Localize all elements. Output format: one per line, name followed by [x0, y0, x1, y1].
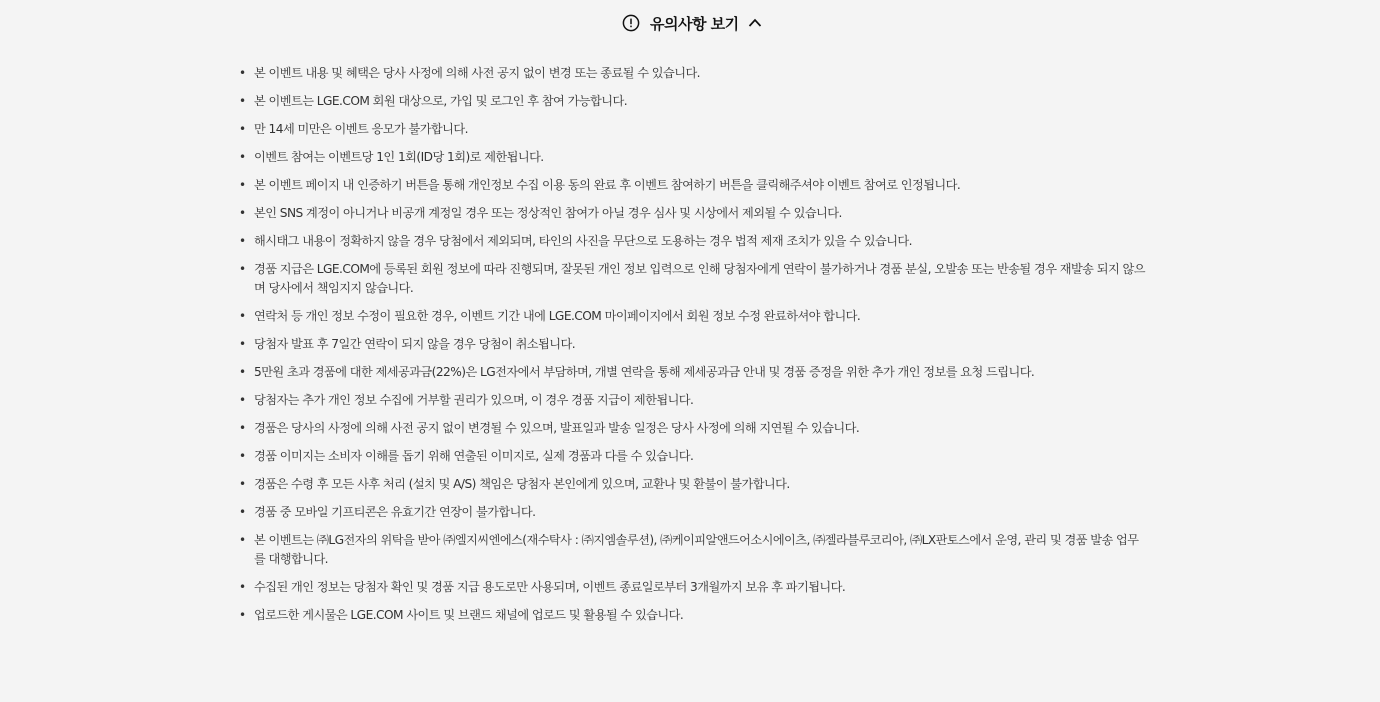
bullet-dot-icon: • — [239, 309, 246, 323]
bullet-dot-icon: • — [239, 262, 246, 276]
notice-item-text: 업로드한 게시물은 LGE.COM 사이트 및 브랜드 채널에 업로드 및 활용될 수 있습니다. — [254, 608, 684, 622]
notice-item — [238, 363, 1148, 382]
bullet-dot-icon: • — [239, 66, 246, 80]
notice-item-text: 이벤트 참여는 이벤트당 1인 1회(ID당 1회)로 제한됩니다. — [254, 150, 544, 164]
notice-item-text: 당첨자는 추가 개인 정보 수집에 거부할 권리가 있으며, 이 경우 경품 지급이 제한됩니다. — [254, 393, 694, 407]
notice-item-text: 경품은 당사의 사정에 의해 사전 공지 없이 변경될 수 있으며, 발표일과 발송 일정은 당사 사정에 의해 지연될 수 있습니다. — [254, 421, 860, 435]
bullet-dot-icon: • — [239, 365, 246, 379]
notice-toggle-label: 유의사항 보기 — [650, 14, 739, 33]
bullet-dot-icon: • — [239, 449, 246, 463]
notice-item — [238, 307, 1148, 326]
notice-toggle-button[interactable] — [622, 10, 763, 36]
notice-item — [238, 503, 1148, 522]
notice-item — [238, 606, 1148, 625]
notice-item — [238, 335, 1148, 354]
notice-item-text: 본 이벤트 페이지 내 인증하기 버튼을 통해 개인정보 수집 이용 동의 완료 후 이벤트 참여하기 버튼을 클릭해주셔야 이벤트 참여로 인정됩니다. — [254, 178, 961, 192]
notice-item-text: 본인 SNS 계정이 아니거나 비공개 계정일 경우 또는 정상적인 참여가 아닐 경우 심사 및 시상에서 제외될 수 있습니다. — [254, 206, 842, 220]
notice-item-text: 연락처 등 개인 정보 수정이 필요한 경우, 이벤트 기간 내에 LGE.COM 마이페이지에서 회원 정보 수정 완료하셔야 합니다. — [254, 309, 861, 323]
notice-item-text: 경품은 수령 후 모든 사후 처리 (설치 및 A/S) 책임은 당첨자 본인에게 있으며, 교환나 및 환불이 불가합니다. — [254, 477, 790, 491]
bullet-dot-icon: • — [239, 533, 246, 547]
bullet-dot-icon: • — [239, 94, 246, 108]
notice-item — [238, 148, 1148, 167]
exclamation-circle-icon — [622, 14, 640, 32]
notice-item — [238, 260, 1148, 298]
notice-item-text: 만 14세 미만은 이벤트 응모가 불가합니다. — [254, 122, 468, 136]
notice-item — [238, 64, 1148, 83]
bullet-dot-icon: • — [239, 421, 246, 435]
bullet-dot-icon: • — [239, 122, 246, 136]
notice-item-text: 당첨자 발표 후 7일간 연락이 되지 않을 경우 당첨이 취소됩니다. — [254, 337, 576, 351]
notice-item — [238, 176, 1148, 195]
notice-item — [238, 120, 1148, 139]
notice-item-text: 해시태그 내용이 정확하지 않을 경우 당첨에서 제외되며, 타인의 사진을 무단으로 도용하는 경우 법적 제재 조치가 있을 수 있습니다. — [254, 234, 912, 248]
bullet-dot-icon: • — [239, 234, 246, 248]
notice-item — [238, 447, 1148, 466]
notice-item-text: 경품 지급은 LGE.COM에 등록된 회원 정보에 따라 진행되며, 잘못된 개인 정보 입력으로 인해 당첨자에게 연락이 불가하거나 경품 분실, 오발송 또는 반송될 경우 재발송 되지 않으며 당사에서 책임지지 않습니다. — [254, 262, 1145, 295]
notice-item — [238, 92, 1148, 111]
notice-item — [238, 578, 1148, 597]
bullet-dot-icon: • — [239, 477, 246, 491]
notice-item — [238, 204, 1148, 223]
bullet-dot-icon: • — [239, 337, 246, 351]
notice-item — [238, 475, 1148, 494]
notice-item-text: 경품 중 모바일 기프티콘은 유효기간 연장이 불가합니다. — [254, 505, 536, 519]
bullet-dot-icon: • — [239, 150, 246, 164]
bullet-dot-icon: • — [239, 393, 246, 407]
notice-item — [238, 391, 1148, 410]
bullet-dot-icon: • — [239, 505, 246, 519]
bullet-dot-icon: • — [239, 206, 246, 220]
notice-item — [238, 419, 1148, 438]
notice-item-text: 본 이벤트는 LGE.COM 회원 대상으로, 가입 및 로그인 후 참여 가능합니다. — [254, 94, 628, 108]
notice-item — [238, 531, 1148, 569]
notice-list — [238, 64, 1148, 634]
chevron-up-icon — [747, 15, 763, 31]
bullet-dot-icon: • — [239, 580, 246, 594]
notice-item-text: 수집된 개인 정보는 당첨자 확인 및 경품 지급 용도로만 사용되며, 이벤트 종료일로부터 3개월까지 보유 후 파기됩니다. — [254, 580, 846, 594]
bullet-dot-icon: • — [239, 608, 246, 622]
notice-item-text: 5만원 초과 경품에 대한 제세공과금(22%)은 LG전자에서 부담하며, 개별 연락을 통해 제세공과금 안내 및 경품 증정을 위한 추가 개인 정보를 요청 드립니다. — [254, 365, 1035, 379]
bullet-dot-icon: • — [239, 178, 246, 192]
notice-item — [238, 232, 1148, 251]
notice-item-text: 경품 이미지는 소비자 이해를 돕기 위해 연출된 이미지로, 실제 경품과 다를 수 있습니다. — [254, 449, 694, 463]
notice-item-text: 본 이벤트 내용 및 혜택은 당사 사정에 의해 사전 공지 없이 변경 또는 종료될 수 있습니다. — [254, 66, 700, 80]
notice-item-text: 본 이벤트는 ㈜LG전자의 위탁을 받아 ㈜엘지씨엔에스(재수탁사 : ㈜지엠솔루션), ㈜케이피알앤드어소시에이츠, ㈜젤라블루코리아, ㈜LX판토스에서 운영, 관리 및 경품 발송 업무를 대행합니다. — [254, 533, 1139, 566]
